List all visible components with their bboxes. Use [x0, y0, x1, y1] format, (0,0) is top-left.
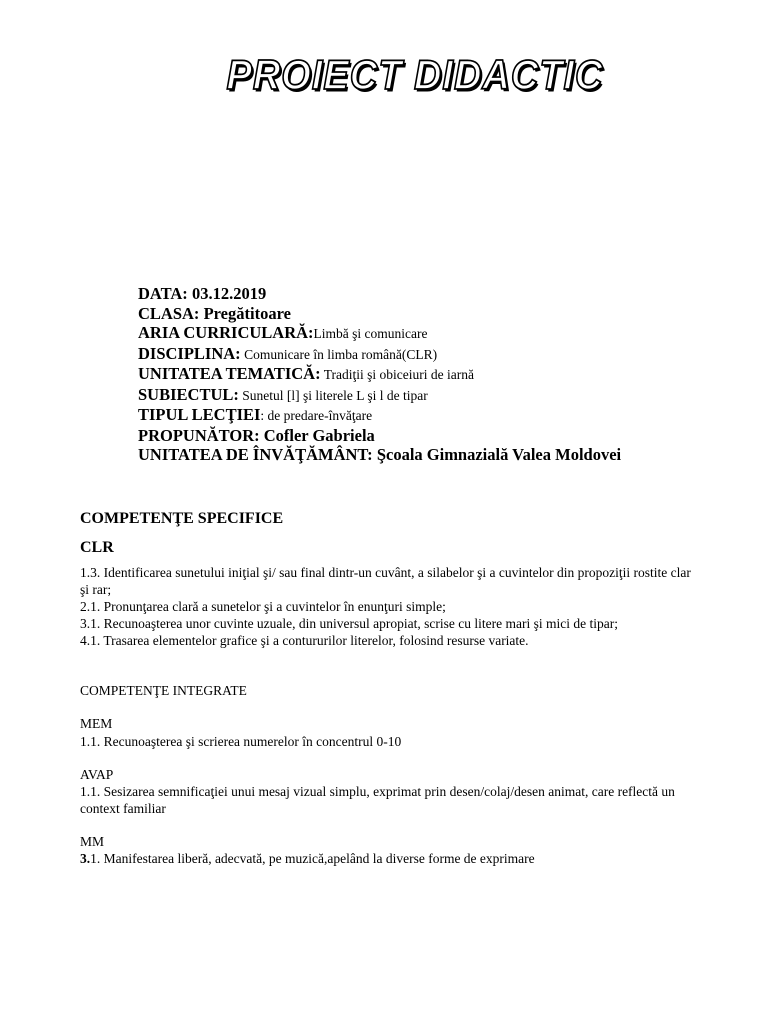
- integrated-competences-heading: COMPETENŢE INTEGRATE: [80, 683, 247, 698]
- info-value: Sunetul [l] şi literele L şi l de tipar: [238, 387, 428, 403]
- info-value: Cofler Gabriela: [259, 425, 375, 445]
- info-key: SUBIECTUL:: [138, 384, 239, 404]
- clr-competences-list: [80, 564, 700, 649]
- list-item: 2.1. Pronunţarea clară a sunetelor şi a cuvintelor în enunţuri simple;: [80, 599, 446, 614]
- info-class: [138, 304, 621, 324]
- document-title: PROIECT DIDACTIC: [226, 52, 604, 100]
- info-value: Comunicare în limba română(CLR): [240, 346, 438, 362]
- info-value: Limbă şi comunicare: [313, 326, 428, 341]
- mm-competence: [80, 850, 700, 867]
- info-value: 03.12.2019: [187, 284, 267, 303]
- info-key: UNITATEA DE ÎNVĂŢĂMÂNT:: [138, 445, 373, 464]
- mem-text: 1.1. Recunoaşterea şi scrierea numerelor în concentrul 0-10: [80, 734, 402, 749]
- avap-label: AVAP: [80, 767, 114, 782]
- info-discipline: [138, 344, 621, 365]
- clr-heading: CLR: [80, 539, 114, 556]
- mm-number: 3.: [80, 851, 91, 866]
- info-proposer: [138, 426, 621, 446]
- info-value: Pregătitoare: [199, 303, 291, 323]
- lesson-info: [138, 284, 621, 465]
- info-value: Şcoala Gimnazială Valea Moldovei: [372, 445, 622, 464]
- info-value: : de predare-învăţare: [260, 408, 373, 423]
- list-item: 3.1. Recunoaşterea unor cuvinte uzuale, din universul apropiat, scrise cu litere mari şi mici de tipar;: [80, 616, 618, 631]
- info-value: Tradiţii şi obiceiuri de iarnă: [320, 367, 474, 382]
- mem-label: MEM: [80, 716, 113, 731]
- info-key: CLASA:: [138, 303, 200, 323]
- specific-competences-heading: COMPETENŢE SPECIFICE: [80, 510, 284, 527]
- list-item: 4.1. Trasarea elementelor grafice şi a contururilor literelor, folosind resurse variate.: [80, 633, 529, 648]
- info-date: [138, 284, 621, 304]
- mm-text: 1. Manifestarea liberă, adecvată, pe muzică,apelând la diverse forme de exprimare: [90, 851, 535, 866]
- info-school: [138, 445, 621, 465]
- info-subject: [138, 385, 621, 406]
- info-key: UNITATEA TEMATICĂ:: [138, 364, 321, 383]
- info-key: TIPUL LECŢIEI: [138, 405, 261, 424]
- info-key: DATA:: [138, 284, 188, 303]
- info-key: PROPUNĂTOR:: [138, 425, 260, 445]
- info-curricular-area: [138, 323, 621, 344]
- mm-label: MM: [80, 834, 105, 849]
- list-item: 1.3. Identificarea sunetului iniţial şi/ sau final dintr-un cuvânt, a silabelor şi a cuvintelor din propoziţii rostite clar şi rar;: [80, 565, 691, 597]
- info-thematic-unit: [138, 364, 621, 385]
- info-lesson-type: [138, 405, 621, 426]
- avap-text: 1.1. Sesizarea semnificaţiei unui mesaj vizual simplu, exprimat prin desen/colaj/desen animat, care reflectă un context familiar: [80, 784, 675, 816]
- info-key: ARIA CURRICULARĂ:: [138, 323, 314, 342]
- info-key: DISCIPLINA:: [138, 343, 241, 363]
